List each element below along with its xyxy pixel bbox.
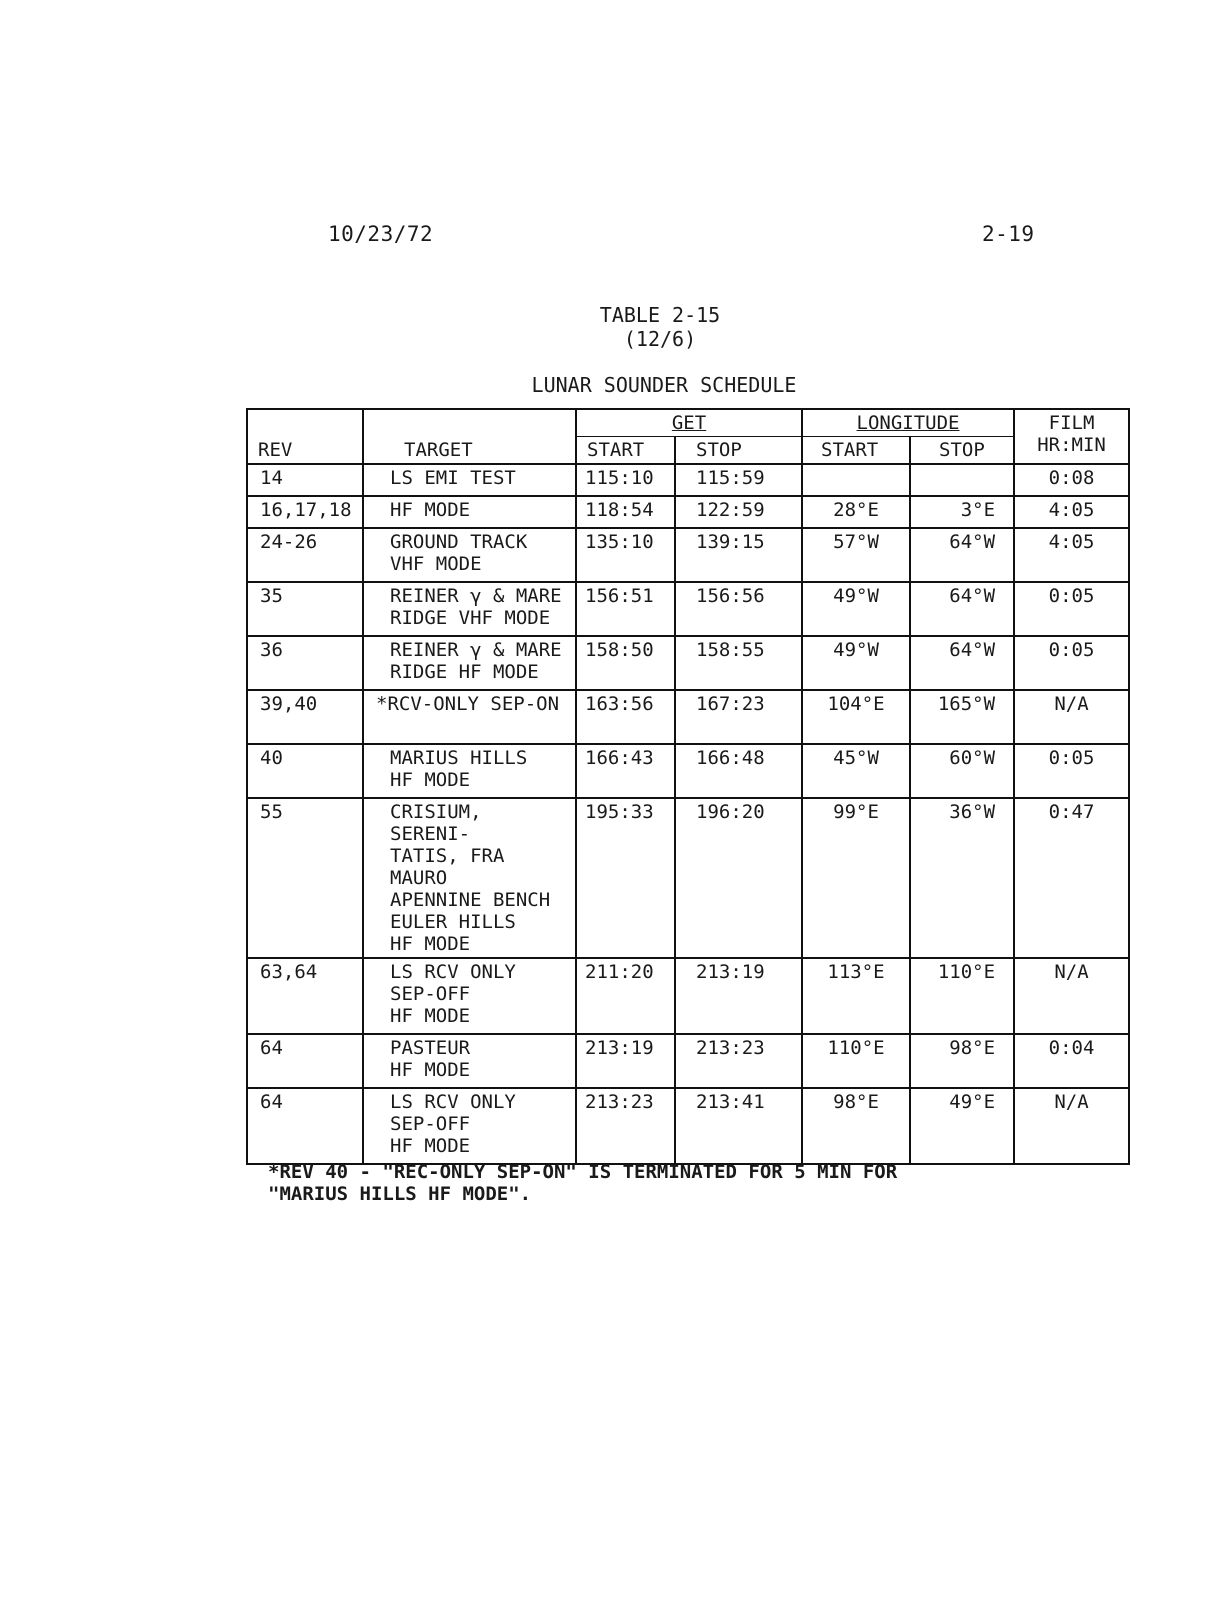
cell-film: 0:05 — [1014, 636, 1129, 690]
table-footnote — [268, 1161, 897, 1205]
cell-get-start: 135:10 — [576, 528, 675, 582]
table-row — [247, 464, 1129, 496]
col-header-lon-start: START — [802, 437, 910, 465]
page-number: 2-19 — [982, 222, 1035, 246]
cell-get-start: 163:56 — [576, 690, 675, 744]
footnote-line-1: *REV 40 - "REC-ONLY SEP-ON" IS TERMINATED FOR 5 MIN FOR — [268, 1161, 898, 1183]
cell-lon-start: 57°W — [802, 528, 910, 582]
cell-rev: 14 — [247, 464, 363, 496]
film-label: FILM — [1048, 412, 1095, 434]
cell-target: REINER γ & MARE RIDGE VHF MODE — [363, 582, 576, 636]
cell-target: MARIUS HILLS HF MODE — [363, 744, 576, 798]
cell-target: REINER γ & MARE RIDGE HF MODE — [363, 636, 576, 690]
cell-rev: 40 — [247, 744, 363, 798]
col-header-longitude — [802, 409, 1014, 437]
cell-target: LS EMI TEST — [363, 464, 576, 496]
cell-lon-start: 28°E — [802, 496, 910, 528]
cell-rev: 16,17,18 — [247, 496, 363, 528]
cell-get-start: 158:50 — [576, 636, 675, 690]
longitude-label: LONGITUDE — [856, 412, 960, 434]
cell-rev: 55 — [247, 798, 363, 958]
table-row — [247, 958, 1129, 1034]
lunar-sounder-schedule-table — [246, 408, 1130, 1165]
cell-target: LS RCV ONLY SEP-OFF HF MODE — [363, 1088, 576, 1164]
cell-lon-stop: 165°W — [910, 690, 1014, 744]
table-row — [247, 1088, 1129, 1164]
table-row — [247, 496, 1129, 528]
cell-rev: 39,40 — [247, 690, 363, 744]
table-row — [247, 798, 1129, 958]
table-title: LUNAR SOUNDER SCHEDULE — [531, 373, 797, 397]
cell-lon-start: 99°E — [802, 798, 910, 958]
cell-rev: 36 — [247, 636, 363, 690]
cell-get-stop: 156:56 — [675, 582, 802, 636]
col-header-get-stop: STOP — [675, 437, 802, 465]
cell-get-stop: 158:55 — [675, 636, 802, 690]
cell-rev: 63,64 — [247, 958, 363, 1034]
cell-lon-stop: 60°W — [910, 744, 1014, 798]
cell-get-start: 156:51 — [576, 582, 675, 636]
cell-rev: 64 — [247, 1088, 363, 1164]
cell-get-start: 195:33 — [576, 798, 675, 958]
cell-film: 4:05 — [1014, 496, 1129, 528]
cell-lon-stop: 49°E — [910, 1088, 1014, 1164]
cell-get-stop: 122:59 — [675, 496, 802, 528]
cell-get-start: 166:43 — [576, 744, 675, 798]
cell-get-stop: 139:15 — [675, 528, 802, 582]
table-row — [247, 582, 1129, 636]
cell-lon-stop: 64°W — [910, 636, 1014, 690]
cell-target: CRISIUM, SERENI- TATIS, FRA MAURO APENNINE BENCH EULER HILLS HF MODE — [363, 798, 576, 958]
cell-get-stop: 166:48 — [675, 744, 802, 798]
cell-get-stop: 213:19 — [675, 958, 802, 1034]
cell-lon-start: 45°W — [802, 744, 910, 798]
cell-rev: 24-26 — [247, 528, 363, 582]
col-header-rev: REV — [247, 409, 363, 464]
cell-get-stop: 115:59 — [675, 464, 802, 496]
table-row — [247, 636, 1129, 690]
cell-film: N/A — [1014, 958, 1129, 1034]
cell-film: N/A — [1014, 690, 1129, 744]
cell-lon-start: 98°E — [802, 1088, 910, 1164]
cell-lon-start — [802, 464, 910, 496]
cell-lon-start: 110°E — [802, 1034, 910, 1088]
table-row — [247, 744, 1129, 798]
cell-lon-stop — [910, 464, 1014, 496]
cell-target: HF MODE — [363, 496, 576, 528]
col-header-target: TARGET — [363, 409, 576, 464]
cell-lon-stop: 110°E — [910, 958, 1014, 1034]
cell-get-start: 118:54 — [576, 496, 675, 528]
cell-lon-start: 49°W — [802, 582, 910, 636]
cell-get-stop: 167:23 — [675, 690, 802, 744]
header-row-top — [247, 409, 1129, 437]
cell-get-start: 213:19 — [576, 1034, 675, 1088]
cell-lon-start: 49°W — [802, 636, 910, 690]
footnote-line-2: "MARIUS HILLS HF MODE". — [268, 1183, 532, 1205]
cell-film: 0:05 — [1014, 744, 1129, 798]
cell-get-stop: 213:41 — [675, 1088, 802, 1164]
cell-target: LS RCV ONLY SEP-OFF HF MODE — [363, 958, 576, 1034]
table-row — [247, 1034, 1129, 1088]
cell-target: *RCV-ONLY SEP-ON — [363, 690, 576, 744]
col-header-get-start: START — [576, 437, 675, 465]
cell-lon-stop: 36°W — [910, 798, 1014, 958]
cell-get-start: 213:23 — [576, 1088, 675, 1164]
cell-lon-start: 104°E — [802, 690, 910, 744]
cell-lon-stop: 98°E — [910, 1034, 1014, 1088]
cell-get-stop: 213:23 — [675, 1034, 802, 1088]
cell-target: PASTEUR HF MODE — [363, 1034, 576, 1088]
document-date: 10/23/72 — [328, 222, 434, 246]
cell-lon-stop: 3°E — [910, 496, 1014, 528]
cell-film: 0:05 — [1014, 582, 1129, 636]
film-unit-label: HR:MIN — [1037, 434, 1106, 456]
cell-get-start: 115:10 — [576, 464, 675, 496]
col-header-lon-stop: STOP — [910, 437, 1014, 465]
table-number: TABLE 2-15 — [599, 303, 721, 327]
table-row — [247, 528, 1129, 582]
cell-film: 0:08 — [1014, 464, 1129, 496]
cell-film: 0:04 — [1014, 1034, 1129, 1088]
cell-film: 4:05 — [1014, 528, 1129, 582]
col-header-get — [576, 409, 802, 437]
cell-get-start: 211:20 — [576, 958, 675, 1034]
get-label: GET — [671, 412, 707, 434]
cell-lon-stop: 64°W — [910, 528, 1014, 582]
cell-target: GROUND TRACK VHF MODE — [363, 528, 576, 582]
cell-rev: 64 — [247, 1034, 363, 1088]
cell-film: N/A — [1014, 1088, 1129, 1164]
table-row — [247, 690, 1129, 744]
col-header-film — [1014, 409, 1129, 464]
cell-rev: 35 — [247, 582, 363, 636]
table-revision: (12/6) — [623, 327, 697, 351]
cell-lon-start: 113°E — [802, 958, 910, 1034]
cell-lon-stop: 64°W — [910, 582, 1014, 636]
cell-get-stop: 196:20 — [675, 798, 802, 958]
cell-film: 0:47 — [1014, 798, 1129, 958]
